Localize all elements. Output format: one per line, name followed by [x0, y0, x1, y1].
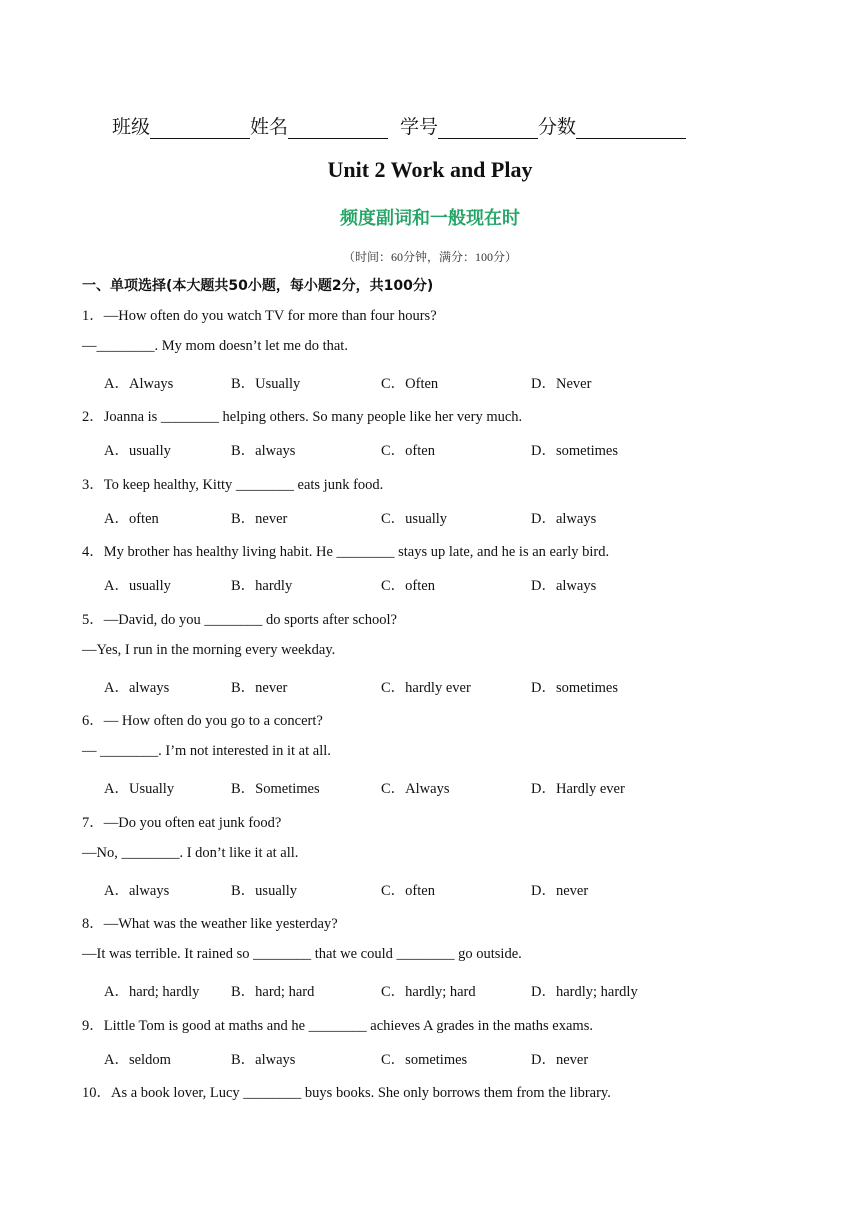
option-d: D．sometimes	[531, 443, 618, 459]
question-3-options	[104, 507, 804, 527]
question-5-line-2: —Yes, I run in the morning every weekday.	[82, 642, 336, 658]
option-d: D．never	[531, 883, 589, 899]
student-number-blank	[438, 116, 538, 139]
option-b: B．hardly	[231, 578, 293, 594]
option-d: D．hardly; hardly	[531, 984, 638, 1000]
option-c: C．Always	[381, 781, 450, 797]
question-5-line-1: 5．—David, do you ________ do sports after school?	[82, 612, 397, 628]
option-a: A．Always	[104, 376, 174, 392]
question-1-line-1: 1．—How often do you watch TV for more than four hours?	[82, 308, 437, 324]
option-b: B．Usually	[231, 376, 301, 392]
option-c: C．hardly ever	[381, 680, 471, 696]
question-4-line-1: 4．My brother has healthy living habit. He ________ stays up late, and he is an early bird.	[82, 544, 610, 560]
option-a: A．often	[104, 511, 159, 527]
question-8-line-2: —It was terrible. It rained so ________ that we could ________ go outside.	[82, 946, 522, 962]
question-5-options	[104, 676, 804, 696]
option-d: D．Never	[531, 376, 592, 392]
class-blank	[150, 116, 250, 139]
question-1-options	[104, 372, 804, 392]
question-6-line-2: — ________. I’m not interested in it at all.	[82, 743, 331, 759]
question-2-line-1: 2．Joanna is ________ helping others. So many people like her very much.	[82, 409, 523, 425]
option-b: B．always	[231, 443, 296, 459]
option-d: D．sometimes	[531, 680, 618, 696]
option-d: D．never	[531, 1052, 589, 1068]
option-a: A．always	[104, 680, 170, 696]
page-title: Unit 2 Work and Play	[327, 157, 533, 182]
section-heading: 一、单项选择(本大题共50小题，每小题2分，共100分)	[82, 278, 434, 294]
option-b: B．always	[231, 1052, 296, 1068]
name-blank	[288, 116, 388, 139]
question-4-options	[104, 574, 804, 594]
student-number-label: 学号	[400, 116, 439, 138]
option-d: D．always	[531, 511, 597, 527]
question-6-options	[104, 777, 804, 797]
question-9-line-1: 9．Little Tom is good at maths and he ________ achieves A grades in the maths exams.	[82, 1018, 593, 1034]
option-d: D．Hardly ever	[531, 781, 625, 797]
option-b: B．usually	[231, 883, 298, 899]
option-c: C．often	[381, 883, 435, 899]
question-10-line-1: 10．As a book lover, Lucy ________ buys books. She only borrows them from the library.	[82, 1085, 611, 1101]
student-info-line	[112, 112, 686, 139]
option-b: B．never	[231, 511, 288, 527]
question-2-options	[104, 439, 804, 459]
question-9-options	[104, 1048, 804, 1068]
question-8-line-1: 8．—What was the weather like yesterday?	[82, 916, 338, 932]
question-3-line-1: 3．To keep healthy, Kitty ________ eats junk food.	[82, 477, 384, 493]
page-subtitle: 频度副词和一般现在时	[340, 208, 520, 229]
option-a: A．always	[104, 883, 170, 899]
option-c: C．sometimes	[381, 1052, 468, 1068]
question-1-line-2: —________. My mom doesn’t let me do that.	[82, 338, 348, 354]
option-b: B．hard; hard	[231, 984, 315, 1000]
option-b: B．Sometimes	[231, 781, 320, 797]
score-label: 分数	[538, 116, 577, 138]
option-a: A．hard; hardly	[104, 984, 200, 1000]
class-label: 班级	[112, 116, 151, 138]
option-a: A．seldom	[104, 1052, 171, 1068]
option-a: A．Usually	[104, 781, 175, 797]
name-label: 姓名	[250, 116, 289, 138]
question-8-options	[104, 980, 804, 1000]
option-b: B．never	[231, 680, 288, 696]
option-d: D．always	[531, 578, 597, 594]
option-c: C．hardly; hard	[381, 984, 476, 1000]
option-c: C．Often	[381, 376, 439, 392]
exam-timing: （时间：60分钟，满分：100分）	[342, 250, 517, 264]
question-7-line-1: 7．—Do you often eat junk food?	[82, 815, 282, 831]
question-7-line-2: —No, ________. I don’t like it at all.	[82, 845, 299, 861]
option-a: A．usually	[104, 443, 171, 459]
question-6-line-1: 6．— How often do you go to a concert?	[82, 713, 323, 729]
option-c: C．often	[381, 443, 435, 459]
question-7-options	[104, 879, 804, 899]
score-blank	[576, 116, 686, 139]
option-c: C．usually	[381, 511, 448, 527]
option-a: A．usually	[104, 578, 171, 594]
option-c: C．often	[381, 578, 435, 594]
